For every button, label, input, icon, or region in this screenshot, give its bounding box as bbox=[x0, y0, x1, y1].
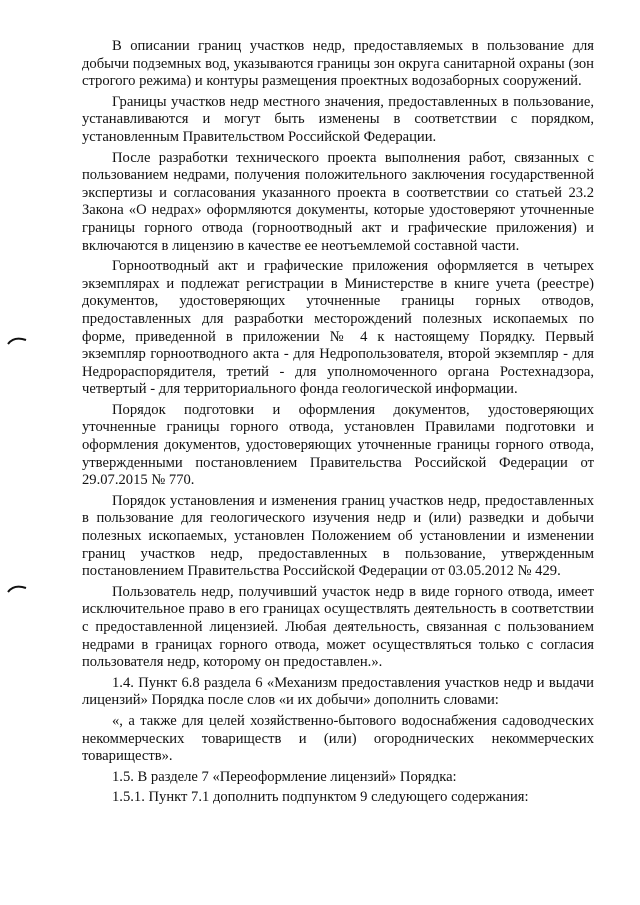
paragraph-5: Порядок подготовки и оформления документов, удостоверяющих уточненные границы горного отвода, установлен Правилами подготовки и оформления документов, удостоверяющих уточненные границы горного отвода, утвержденными постановлением Правительства Российской Федерации от 29.07.2015 № 770. bbox=[82, 401, 594, 489]
paragraph-3: После разработки технического проекта выполнения работ, связанных с пользованием недрами, получения положительного заключения государственной экспертизы и согласования указанного проекта в соответствии со статьей 23.2 Закона «О недрах» оформляются документы, которые удостоверяют уточненные границы горного отвода (горноотводный акт и графические приложения) и включаются в лицензию в качестве ее неотъемлемой составной части. bbox=[82, 149, 594, 254]
paragraph-11: 1.5.1. Пункт 7.1 дополнить подпунктом 9 следующего содержания: bbox=[112, 789, 529, 806]
margin-bracket-mark-2 bbox=[6, 583, 28, 593]
document-page bbox=[82, 38, 594, 810]
paragraph-2: Границы участков недр местного значения, предоставленных в пользование, устанавливаются и могут быть изменены в соответствии с порядком, установленным Правительством Российской Федерации. bbox=[82, 93, 594, 145]
margin-bracket-mark-1 bbox=[6, 335, 28, 345]
paragraph-1: В описании границ участков недр, предоставляемых в пользование для добычи подземных вод, указываются границы зон округа санитарной охраны (зон строгого режима) и контуры размещения проектных водозаборных сооружений. bbox=[82, 38, 594, 90]
paragraph-10: 1.5. В разделе 7 «Переоформление лицензий» Порядка: bbox=[112, 768, 457, 785]
paragraph-6: Порядок установления и изменения границ участков недр, предоставленных в пользование для геологического изучения недр и (или) разведки и добычи полезных ископаемых, установлен Положением об установлении и изменении границ участков недр, предоставленных в пользование, утвержденным постановлением Правительства Российской Федерации от 03.05.2012 № 429. bbox=[82, 492, 594, 580]
paragraph-4: Горноотводный акт и графические приложения оформляется в четырех экземплярах и подлежат регистрации в Министерстве в книге учета (реестре) документов, удостоверяющих уточненные границы горных отводов, предоставленных для разработки месторождений полезных ископаемых по форме, приведенной в приложении № 4 к настоящему Порядку. Первый экземпляр горноотводного акта - для Недропользователя, второй экземпляр - для Недрораспорядителя, третий - для уполномоченного органа Ростехнадзора, четвертый - для территориального фонда геологической информации. bbox=[82, 258, 594, 398]
paragraph-9: «, а также для целей хозяйственно-бытового водоснабжения садоводческих некоммерческих товариществ и (или) огороднических некоммерческих товариществ». bbox=[82, 712, 594, 765]
paragraph-8: 1.4. Пункт 6.8 раздела 6 «Механизм предоставления участков недр и выдачи лицензий» Порядка после слов «и их добычи» дополнить словами: bbox=[82, 674, 594, 709]
paragraph-7: Пользователь недр, получивший участок недр в виде горного отвода, имеет исключительное право в его границах осуществлять деятельность в соответствии с предоставленной лицензией. Любая деятельность, связанная с пользованием недрами в границах горного отвода, может осуществляться только с согласия пользователя недр, которому он предоставлен.». bbox=[82, 583, 594, 671]
